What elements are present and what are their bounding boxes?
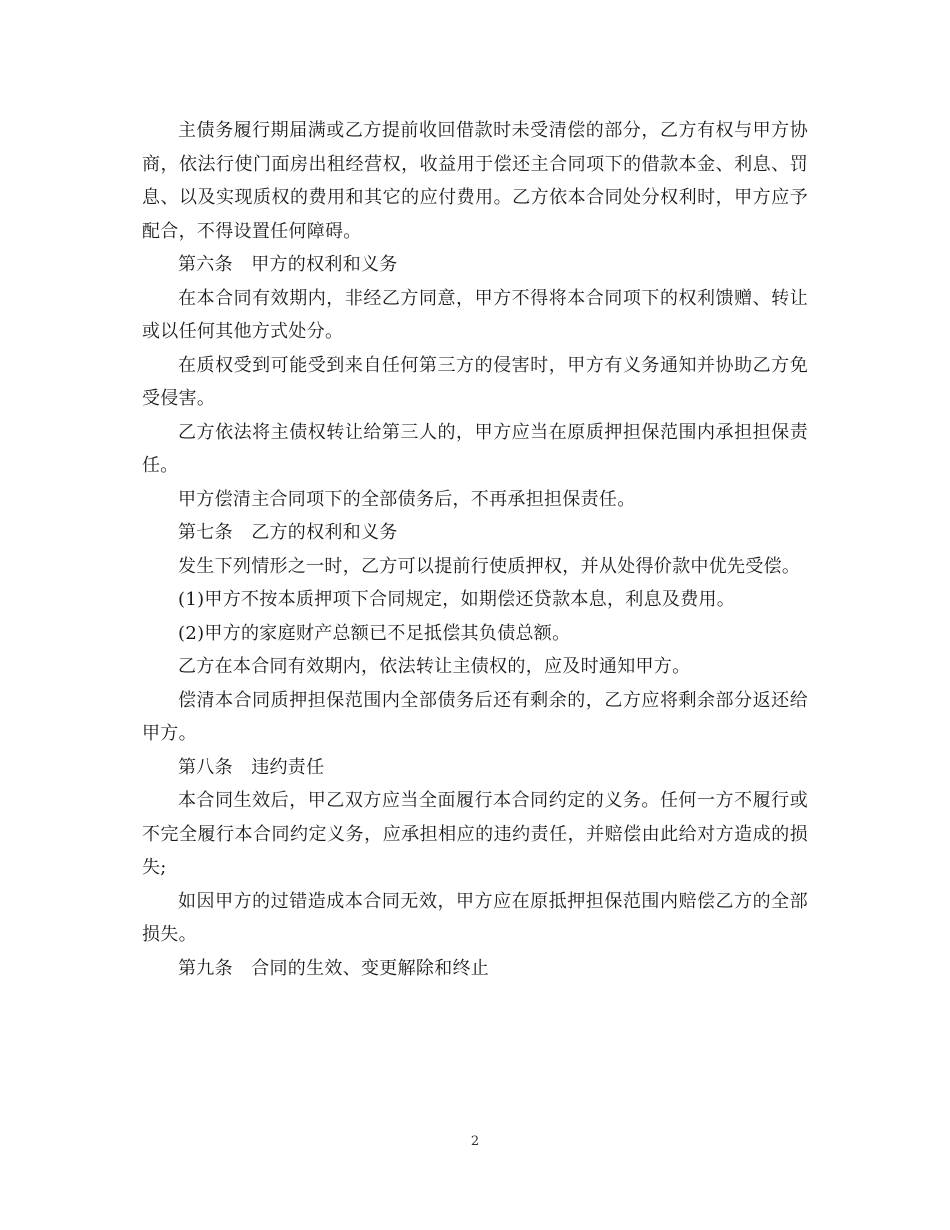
list-item-2: (2)甲方的家庭财产总额已不足抵偿其负债总额。 (178, 622, 571, 644)
article-8-heading: 第八条 违约责任 (178, 756, 325, 778)
paragraph-infringement-notice: 在质权受到可能受到来自任何第三方的侵害时，甲方有义务通知并协助乙方免受侵害。 (142, 354, 808, 409)
paragraph-no-transfer: 在本合同有效期内，非经乙方同意，甲方不得将本合同项下的权利馈赠、转让或以任何其他方式处分。 (142, 287, 808, 342)
article-6-heading: 第六条 甲方的权利和义务 (178, 254, 398, 275)
document-body (142, 114, 808, 985)
paragraph-creditor-transfer: 乙方依法将主债权转让给第三人的，甲方应当在原质押担保范围内承担担保责任。 (142, 421, 808, 476)
paragraph-guarantee-release: 甲方偿清主合同项下的全部债务后，不再承担担保责任。 (178, 488, 636, 510)
paragraph-invalidity-compensation: 如因甲方的过错造成本合同无效，甲方应在原抵押担保范围内赔偿乙方的全部损失。 (142, 890, 808, 945)
paragraph-debt-default: 主债务履行期届满或乙方提前收回借款时未受清偿的部分，乙方有权与甲方协商，依法行使门面房出租经营权，收益用于偿还主合同项下的借款本金、利息、罚息、以及实现质权的费用和其它的应付费用。乙方依本合同处分权利时，甲方应予配合，不得设置任何障碍。 (142, 120, 808, 242)
page-number: 2 (470, 1134, 480, 1149)
paragraph-transfer-notice: 乙方在本合同有效期内，依法转让主债权的，应及时通知甲方。 (178, 656, 691, 677)
list-item-1: (1)甲方不按本质押项下合同规定，如期偿还贷款本息，利息及费用。 (178, 589, 736, 610)
paragraph-surplus-return: 偿清本合同质押担保范围内全部债务后还有剩余的，乙方应将剩余部分返还给甲方。 (142, 689, 808, 744)
paragraph-early-pledge-exercise: 发生下列情形之一时，乙方可以提前行使质押权，并从处得价款中优先受偿。 (178, 555, 801, 577)
article-9-heading: 第九条 合同的生效、变更解除和终止 (178, 957, 490, 979)
paragraph-breach-liability: 本合同生效后，甲乙双方应当全面履行本合同约定的义务。任何一方不履行或不完全履行本合同约定义务，应承担相应的违约责任，并赔偿由此给对方造成的损失; (142, 790, 808, 878)
article-7-heading: 第七条 乙方的权利和义务 (178, 522, 398, 543)
